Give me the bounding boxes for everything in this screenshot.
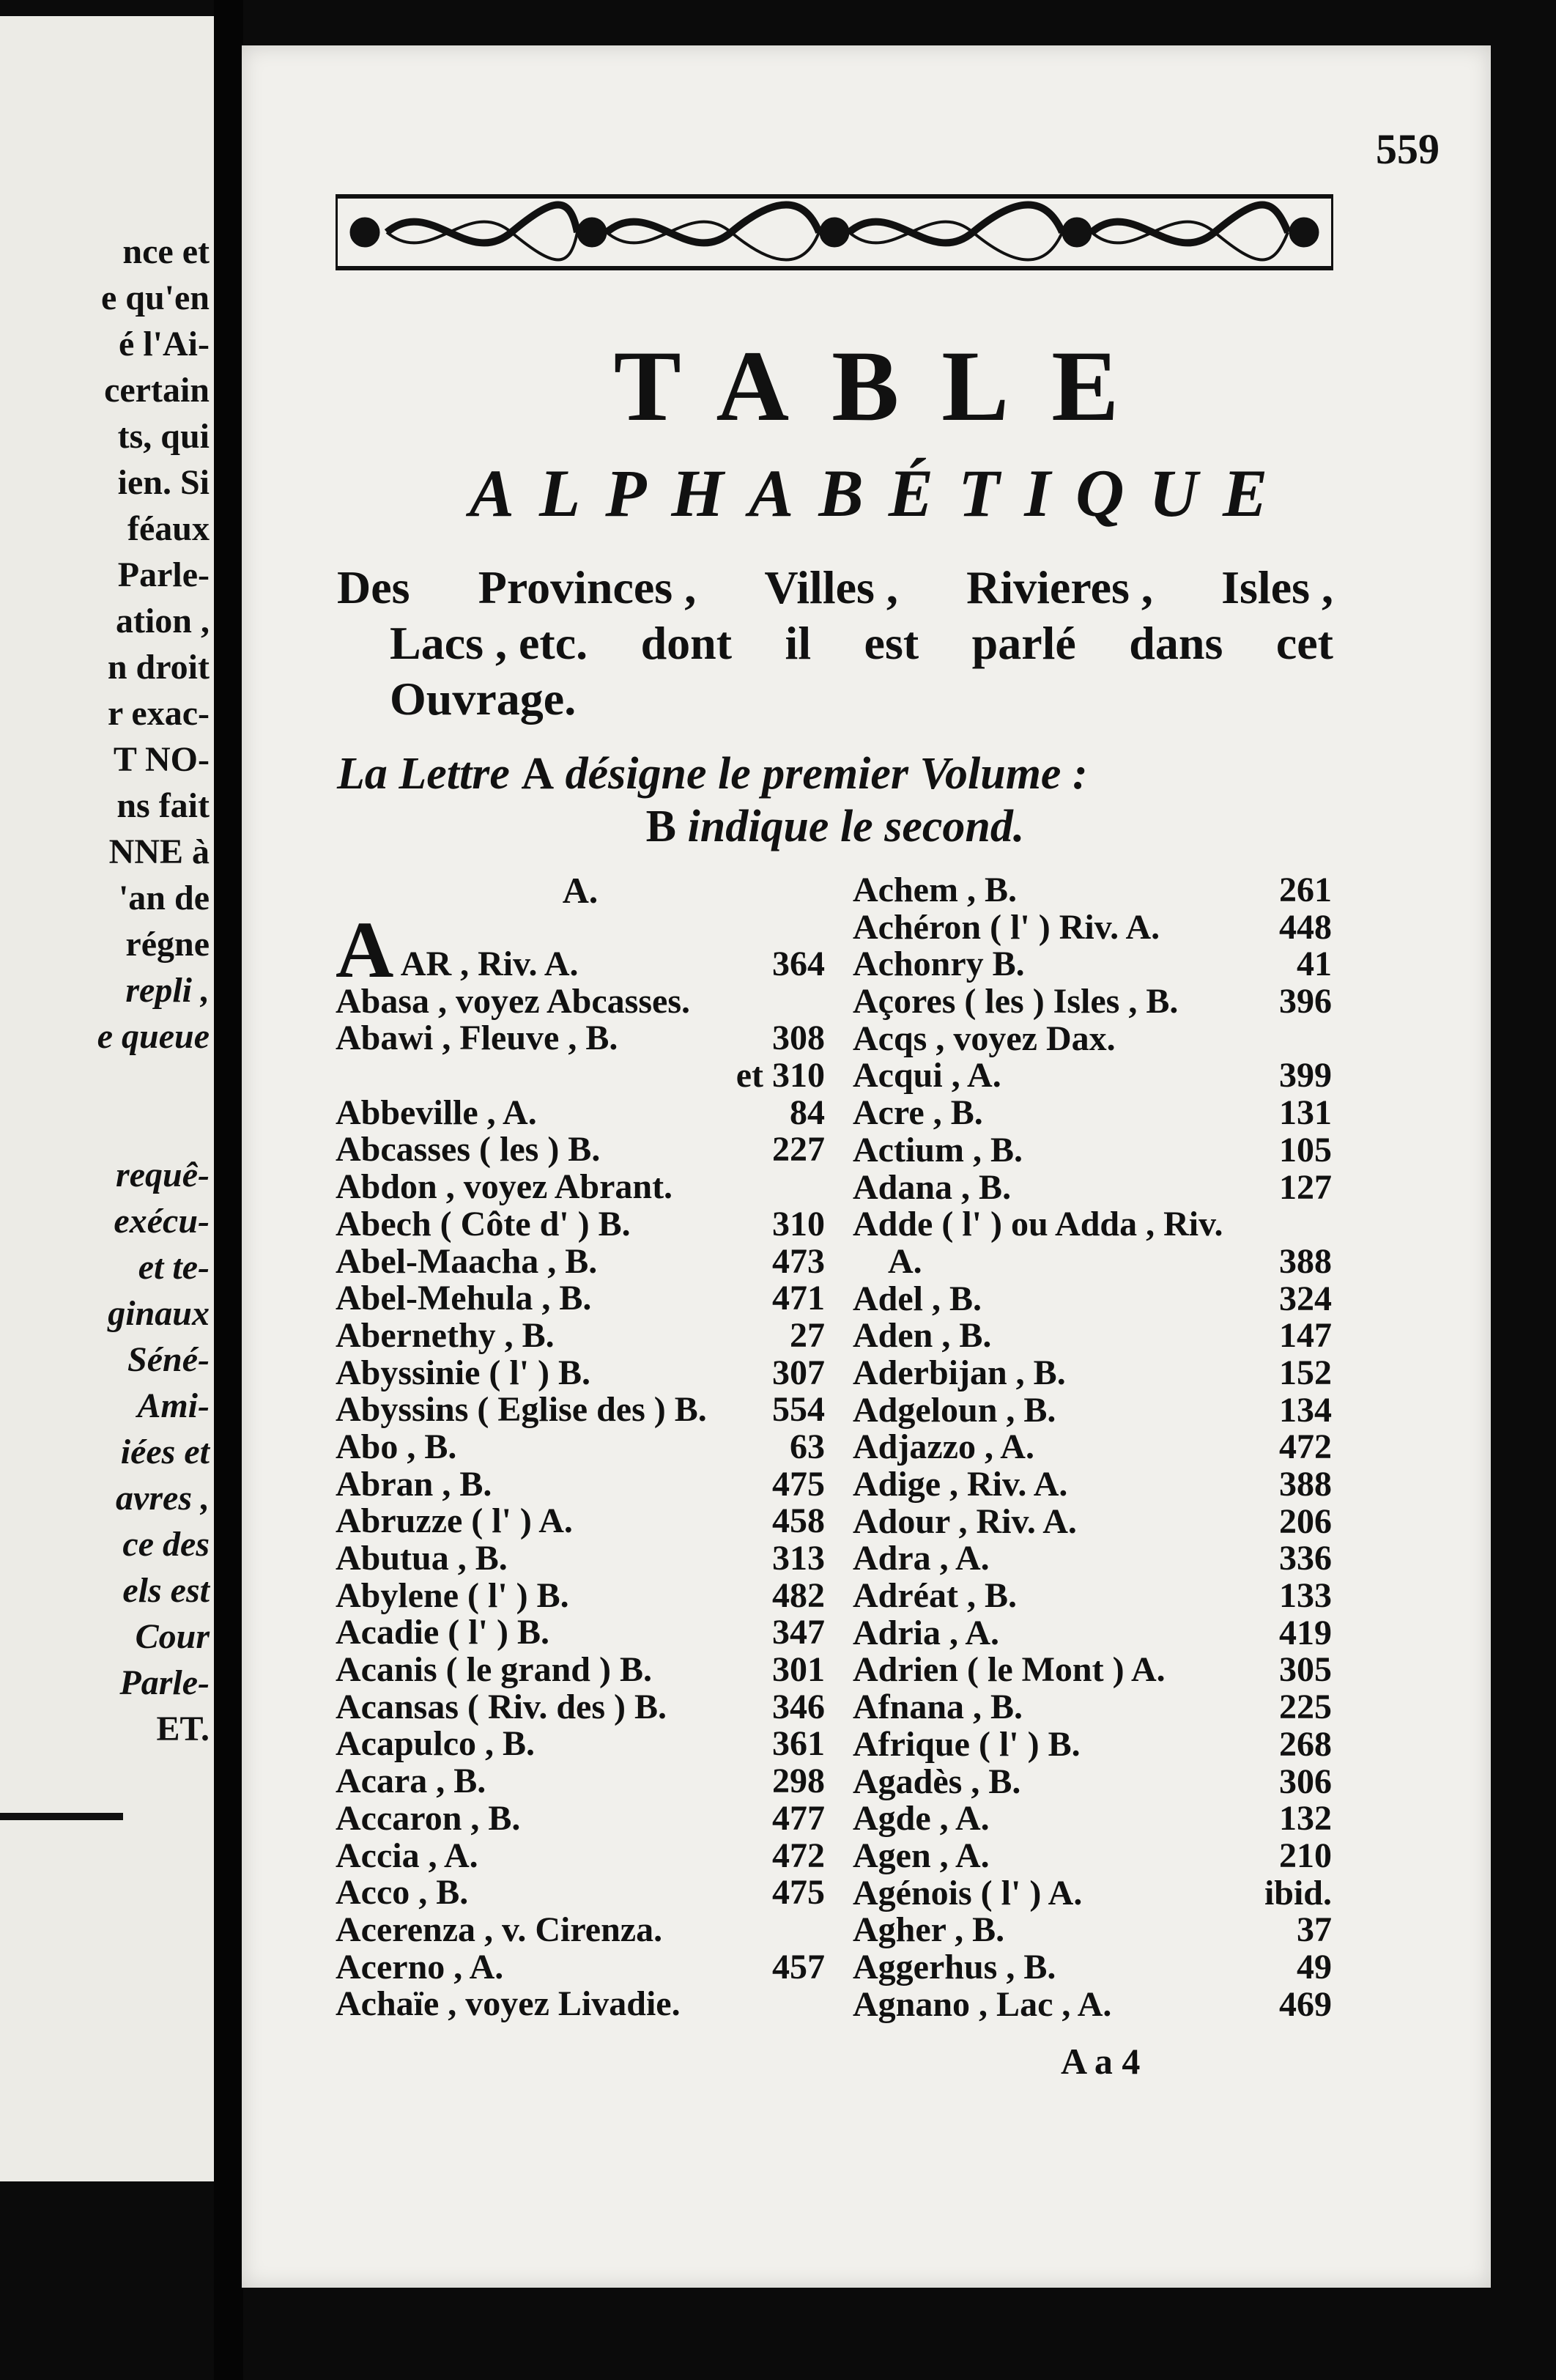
index-entry-name: Acco , B.	[336, 1873, 469, 1912]
index-entry-name: Agher , B.	[853, 1910, 1005, 1950]
index-entry	[336, 983, 825, 1021]
index-entry-page: 84	[790, 1093, 825, 1132]
index-entry	[853, 1206, 1332, 1243]
previous-page-line: T NO-	[113, 740, 210, 779]
index-entry-name: Abdon , voyez Abrant.	[336, 1167, 673, 1207]
index-entry	[853, 1800, 1332, 1838]
index-entry	[336, 1057, 825, 1095]
intro-line	[337, 616, 1333, 671]
index-entry-name: Acansas ( Riv. des ) B.	[336, 1687, 667, 1726]
index-entry-name: Abylene ( l' ) B.	[336, 1575, 569, 1615]
index-entry	[853, 983, 1332, 1021]
index-entry-page: 482	[772, 1575, 825, 1615]
index-entry	[853, 946, 1332, 983]
index-entry-page: 346	[772, 1687, 825, 1726]
index-entry-page: 554	[772, 1390, 825, 1430]
index-entry-name: Acqs , voyez Dax.	[853, 1019, 1116, 1058]
index-entry-page: 132	[1279, 1799, 1332, 1838]
index-entry-page: 127	[1279, 1167, 1332, 1207]
index-entry-name: Aderbijan , B.	[853, 1353, 1066, 1392]
index-entry-page: 364	[772, 944, 825, 983]
index-entry-name: Acerno , A.	[336, 1947, 504, 1987]
index-entry	[336, 1874, 825, 1912]
previous-page-line: ation ,	[115, 602, 210, 640]
index-entry	[853, 1095, 1332, 1132]
index-entry-page: 152	[1279, 1353, 1332, 1392]
index-entry	[336, 1540, 825, 1578]
previous-page-line: els est	[122, 1571, 210, 1610]
index-entry-name: Acadie ( l' ) B.	[336, 1613, 549, 1652]
previous-page-line: Ami-	[137, 1386, 210, 1425]
index-entry-name: Abyssins ( Eglise des ) B.	[336, 1390, 707, 1430]
index-entry	[853, 872, 1332, 909]
intro-word: il	[785, 617, 812, 669]
index-entry	[336, 1095, 825, 1132]
book-page	[242, 45, 1491, 2288]
previous-page-line: Séné-	[127, 1340, 210, 1379]
index-entry-name: Acerenza , v. Cirenza.	[336, 1910, 663, 1949]
index-entry	[853, 1838, 1332, 1875]
index-entry	[336, 1429, 825, 1466]
previous-page-line	[0, 1060, 210, 1106]
previous-page-line: ginaux	[108, 1294, 210, 1333]
index-entry-name: Afrique ( l' ) B.	[853, 1724, 1081, 1764]
index-entry-page: 227	[772, 1130, 825, 1169]
index-entry-name: Abutua , B.	[336, 1539, 508, 1578]
index-entry	[853, 909, 1332, 947]
index-column-left	[336, 872, 825, 2023]
index-entry-name: Achonry B.	[853, 945, 1025, 984]
previous-page-line: Parle-	[117, 555, 210, 594]
previous-page-line: nce et	[122, 232, 210, 271]
index-entry-name: Acre , B.	[853, 1093, 983, 1133]
index-entry	[336, 1949, 825, 1987]
index-entry-name: Abel-Mehula , B.	[336, 1279, 592, 1318]
index-entry	[853, 1540, 1332, 1578]
index-entry	[853, 1726, 1332, 1764]
index-entry-name: Adde ( l' ) ou Adda , Riv.	[853, 1205, 1223, 1244]
index-entry	[336, 1726, 825, 1763]
intro-paragraph	[337, 560, 1333, 727]
index-entry-name: Abcasses ( les ) B.	[336, 1130, 601, 1169]
index-entry-page: 475	[772, 1873, 825, 1912]
intro-word: dans	[1129, 617, 1223, 669]
index-entry	[336, 1206, 825, 1243]
intro-word: Des	[337, 561, 410, 613]
index-entry-name: Acqui , A.	[853, 1056, 1001, 1095]
index-entry-page: et 310	[736, 1056, 825, 1095]
index-entry	[853, 1355, 1332, 1392]
previous-page-line: r exac-	[107, 694, 210, 733]
index-entry-name: Abawi , Fleuve , B.	[336, 1019, 618, 1058]
index-entry-name: A AR , Riv. A.	[336, 904, 579, 994]
volume-note-line-2: B indique le second.	[645, 802, 1025, 851]
index-entry	[336, 1392, 825, 1429]
index-entry	[853, 1615, 1332, 1652]
index-entry	[853, 1764, 1332, 1801]
intro-line	[337, 560, 1333, 616]
index-entry-name: Acara , B.	[336, 1762, 486, 1801]
index-entry-name: Achéron ( l' ) Riv. A.	[853, 907, 1160, 947]
previous-page-line	[0, 1106, 210, 1152]
intro-word: est	[864, 617, 919, 669]
previous-page-line: repli ,	[125, 971, 210, 1010]
index-entry	[336, 1503, 825, 1540]
index-column-right	[853, 872, 1332, 2023]
index-entry-page: 131	[1279, 1093, 1332, 1133]
index-entry-name: Actium , B.	[853, 1130, 1023, 1169]
index-entry	[853, 1501, 1332, 1541]
index-entry	[336, 1912, 825, 1949]
index-entry	[853, 1949, 1332, 1987]
intro-word: parlé	[971, 617, 1076, 669]
index-entry	[853, 1318, 1332, 1355]
section-letter: A.	[562, 870, 599, 911]
index-entry-page: 133	[1279, 1576, 1332, 1616]
previous-page-line: NNE à	[108, 832, 210, 871]
index-entry-name: Adjazzo , A.	[853, 1427, 1034, 1467]
index-entry	[336, 1575, 825, 1615]
index-entry-page: 361	[772, 1724, 825, 1764]
index-entry-name: Agadès , B.	[853, 1762, 1021, 1801]
index-entry-name: Abran , B.	[336, 1464, 492, 1504]
index-entry-page: 324	[1279, 1279, 1332, 1318]
index-entry	[853, 1392, 1332, 1430]
index-entry	[336, 1614, 825, 1652]
index-entry	[853, 1578, 1332, 1615]
index-entry-name: Achem , B.	[853, 871, 1017, 909]
index-entry	[336, 1020, 825, 1057]
previous-page-line: ET.	[156, 1710, 210, 1748]
index-entry	[336, 1763, 825, 1800]
index-entry-name: Abel-Maacha , B.	[336, 1241, 598, 1281]
index-entry	[336, 904, 825, 994]
index-entry-page: 473	[772, 1241, 825, 1281]
previous-page-line: Cour	[135, 1617, 210, 1656]
previous-page-line: avres ,	[116, 1479, 210, 1518]
index-entry-page: 105	[1279, 1130, 1332, 1169]
index-entry	[853, 1057, 1332, 1095]
index-entry	[853, 1466, 1332, 1504]
previous-page-line: féaux	[127, 509, 210, 548]
index-entry-page: 336	[1279, 1539, 1332, 1578]
index-entry-page: 471	[772, 1279, 825, 1318]
index-entry	[336, 1466, 825, 1504]
index-entry	[853, 1652, 1332, 1689]
index-entry-name: Açores ( les ) Isles , B.	[853, 982, 1179, 1021]
index-entry	[336, 1355, 825, 1392]
index-entry-name: Adréat , B.	[853, 1576, 1017, 1616]
index-entry	[336, 1280, 825, 1318]
index-entry-name: Accaron , B.	[336, 1798, 521, 1838]
index-entry-page: 472	[1279, 1427, 1332, 1467]
volume-note	[337, 747, 1333, 853]
index-entry-page: 457	[772, 1947, 825, 1987]
intro-word: Rivieres ,	[966, 561, 1153, 613]
index-entry-name: Abruzze ( l' ) A.	[336, 1501, 573, 1541]
index-entry-page: 388	[1279, 1465, 1332, 1504]
index-entry-name: Achaïe , voyez Livadie.	[336, 1984, 681, 2024]
index-entry-name: Adrien ( le Mont ) A.	[853, 1650, 1166, 1690]
index-entry-name: Abernethy , B.	[336, 1315, 555, 1355]
printer-signature-mark: A a 4	[1061, 2041, 1141, 2082]
index-entry-page: 37	[1297, 1910, 1332, 1950]
index-entry-name: Afnana , B.	[853, 1688, 1023, 1727]
intro-word: Provinces ,	[478, 561, 697, 613]
page-subtitle: ALPHABÉTIQUE	[469, 456, 1293, 531]
index-entry	[336, 1689, 825, 1726]
index-entry-page: 134	[1279, 1390, 1332, 1430]
index-entry-name: Agen , A.	[853, 1836, 990, 1875]
intro-word: dont	[640, 617, 733, 669]
index-entry-page: 298	[772, 1762, 825, 1801]
index-entry-page: 469	[1279, 1984, 1332, 2024]
index-entry-page: 396	[1279, 982, 1332, 1021]
previous-page-fragment	[0, 16, 214, 2181]
previous-page-line: exécu-	[114, 1202, 210, 1241]
index-entry-page: 399	[1279, 1056, 1332, 1095]
index-entry	[853, 1429, 1332, 1466]
index-entry-page: ibid.	[1264, 1873, 1332, 1912]
index-entry	[853, 1021, 1332, 1058]
index-entry-page: 63	[790, 1427, 825, 1466]
previous-page-line: ns fait	[116, 786, 210, 825]
index-entry-page: 306	[1279, 1762, 1332, 1801]
index-entry-name: Abech ( Côte d' ) B.	[336, 1204, 631, 1243]
previous-page-line: Parle-	[119, 1663, 210, 1702]
index-entry	[336, 1243, 825, 1281]
index-entry	[853, 1169, 1332, 1207]
index-entry-page: 308	[772, 1019, 825, 1058]
book-gutter	[214, 0, 243, 2380]
index-entry-page: 419	[1279, 1613, 1332, 1652]
index-entry-name: Adel , B.	[853, 1279, 982, 1318]
previous-page-line: ce des	[122, 1525, 210, 1564]
page-number: 559	[1376, 125, 1440, 173]
index-entry-name: Accia , A.	[336, 1836, 478, 1875]
index-entry-page: 41	[1297, 945, 1332, 984]
intro-line	[337, 671, 1333, 727]
index-entry-name: Abyssinie ( l' ) B.	[336, 1353, 591, 1392]
intro-word: Villes ,	[764, 561, 898, 613]
intro-word: cet	[1275, 617, 1333, 669]
index-entry-page: 475	[772, 1464, 825, 1504]
index-entry-name: Adana , B.	[853, 1167, 1012, 1207]
previous-page-line: 'an de	[118, 879, 210, 917]
previous-page-line: n droit	[107, 648, 210, 687]
index-entry	[853, 1875, 1332, 1912]
intro-word: Ouvrage.	[390, 673, 577, 725]
index-entry-page: 313	[772, 1539, 825, 1578]
index-entry-page: 261	[1279, 871, 1332, 909]
index-entry-page: 310	[772, 1204, 825, 1243]
index-entry-name: Aggerhus , B.	[853, 1947, 1056, 1987]
index-entry-name: Agénois ( l' ) A.	[853, 1873, 1083, 1912]
index-entry-name: Agnano , Lac , A.	[853, 1984, 1112, 2024]
index-entry	[336, 1838, 825, 1875]
index-entry-name: Abo , B.	[336, 1427, 457, 1466]
index-entry-page: 347	[772, 1613, 825, 1652]
volume-note-line-1: La Lettre A désigne le premier Volume :	[337, 749, 1088, 799]
previous-page-line: ien. Si	[117, 463, 210, 502]
index-entry	[336, 1169, 825, 1206]
index-entry-page: 305	[1279, 1650, 1332, 1690]
previous-page-line: é l'Ai-	[119, 325, 210, 363]
index-entry-name: Agde , A.	[853, 1799, 990, 1838]
index-entry-name: Abasa , voyez Abcasses.	[336, 981, 691, 1021]
previous-page-line: requê-	[116, 1156, 210, 1194]
previous-page-line: iées et	[120, 1433, 210, 1471]
index-entry-page: 225	[1279, 1688, 1332, 1727]
index-entry-name: Adour , Riv. A.	[853, 1501, 1077, 1541]
previous-page-line: et te-	[138, 1248, 210, 1287]
index-entry-page: 210	[1279, 1836, 1332, 1875]
index-entry-name: Adige , Riv. A.	[853, 1465, 1068, 1504]
initial-capital: A	[336, 904, 394, 994]
index-entry-page: 301	[772, 1650, 825, 1690]
index-entry-name: Acapulco , B.	[336, 1724, 536, 1764]
index-entry	[853, 1243, 1332, 1281]
intro-word: Lacs , etc.	[390, 617, 588, 669]
index-entry-page: 458	[772, 1501, 825, 1541]
ornamental-header-band	[336, 192, 1333, 273]
index-entry-page: 49	[1297, 1947, 1332, 1987]
index-entry-page: 206	[1279, 1501, 1332, 1541]
index-entry-page: 477	[772, 1798, 825, 1838]
intro-word: Isles ,	[1221, 561, 1333, 613]
index-entry	[336, 1315, 825, 1355]
index-entry	[336, 1652, 825, 1689]
index-entry-page: 147	[1279, 1316, 1332, 1356]
index-entry	[853, 1984, 1332, 2024]
index-entry-page: 388	[1279, 1241, 1332, 1281]
index-entry-name: Aden , B.	[853, 1316, 992, 1356]
previous-page-line: e qu'en	[100, 278, 210, 317]
index-entry-page: 307	[772, 1353, 825, 1392]
index-entry-page: 27	[790, 1315, 825, 1355]
index-entry-name: Adra , A.	[853, 1539, 990, 1578]
index-entry	[336, 1131, 825, 1169]
previous-page-line: certain	[104, 371, 210, 410]
previous-page-text	[0, 229, 210, 1752]
previous-page-line: régne	[125, 925, 210, 964]
index-entry	[853, 1689, 1332, 1726]
previous-page-line: ts, qui	[117, 417, 210, 456]
index-entry-page: 472	[772, 1836, 825, 1875]
index-entry-page: 448	[1279, 907, 1332, 947]
index-entry	[853, 1132, 1332, 1169]
index-entry-name: Abbeville , A.	[336, 1093, 537, 1132]
index-entry-name: Acanis ( le grand ) B.	[336, 1650, 652, 1690]
index-entry	[336, 1800, 825, 1838]
index-entry	[336, 1986, 825, 2023]
index-entry-name: Adria , A.	[853, 1613, 1000, 1652]
previous-page-rule	[0, 1813, 123, 1820]
page-title: TABLE	[613, 330, 1162, 442]
index-entry-name: A.	[888, 1241, 922, 1281]
index-entry-page: 268	[1279, 1724, 1332, 1764]
index-entry-name: Adgeloun , B.	[853, 1390, 1056, 1430]
index-entry	[853, 1912, 1332, 1949]
previous-page-line: e queue	[97, 1017, 210, 1056]
index-entry	[853, 1281, 1332, 1318]
